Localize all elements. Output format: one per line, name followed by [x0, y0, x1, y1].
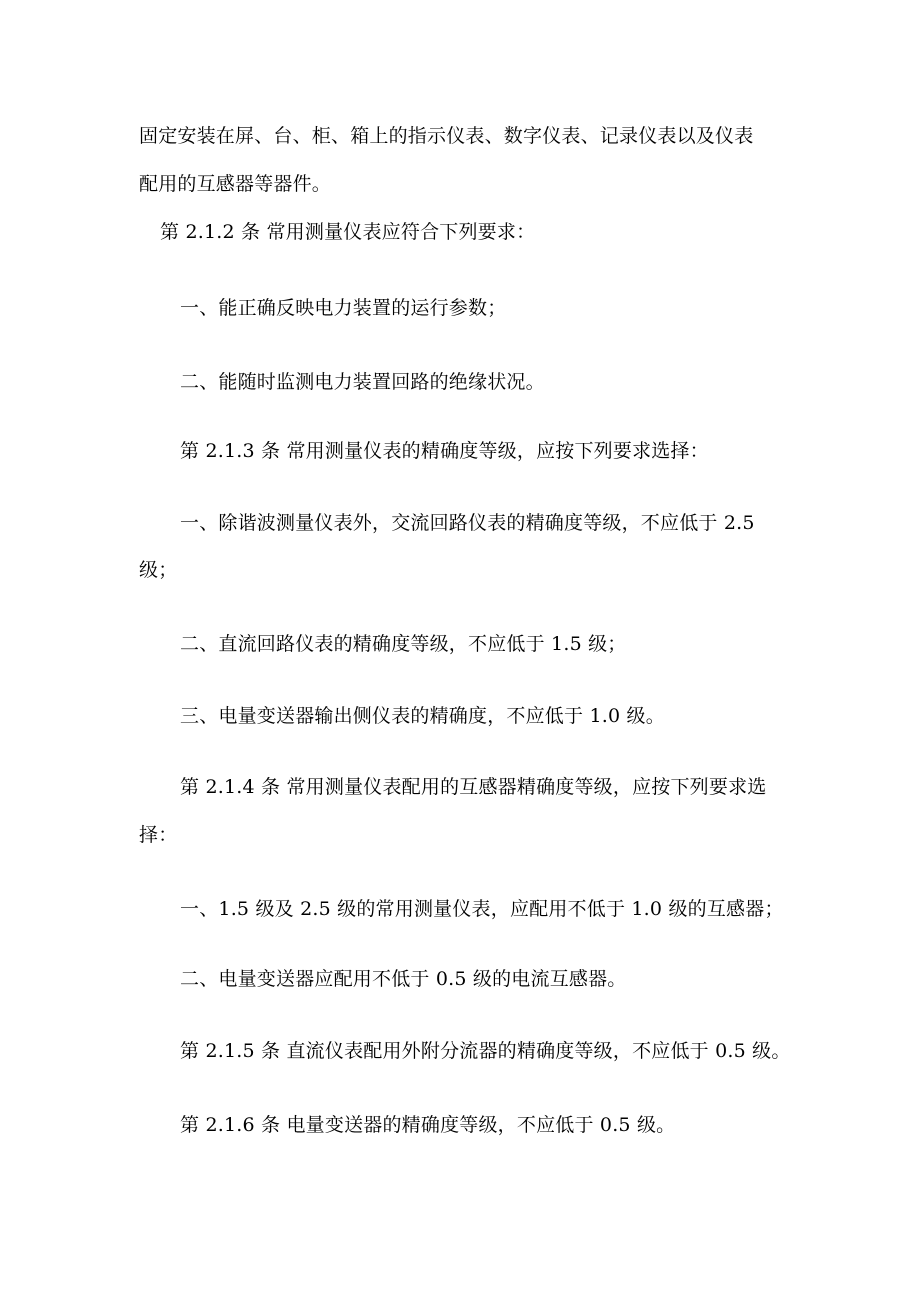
list-item: 二、电量变送器应配用不低于 0.5 级的电流互感器。 [180, 968, 627, 990]
paragraph-line: 固定安装在屏、台、柜、箱上的指示仪表、数字仪表、记录仪表以及仪表 [139, 125, 754, 147]
clause-heading-2-1-6: 第 2.1.6 条 电量变送器的精确度等级，不应低于 0.5 级。 [180, 1114, 676, 1136]
list-item: 一、能正确反映电力装置的运行参数； [180, 297, 507, 319]
list-item: 二、直流回路仪表的精确度等级，不应低于 1.5 级； [180, 633, 627, 655]
list-item: 一、除谐波测量仪表外，交流回路仪表的精确度等级，不应低于 2.5 [180, 512, 755, 534]
clause-heading-2-1-5: 第 2.1.5 条 直流仪表配用外附分流器的精确度等级，不应低于 0.5 级。 [180, 1040, 791, 1062]
clause-continuation: 择： [139, 824, 178, 846]
list-item-continuation: 级； [139, 559, 178, 581]
clause-heading-2-1-2: 第 2.1.2 条 常用测量仪表应符合下列要求： [160, 221, 536, 243]
paragraph-line: 配用的互感器等器件。 [139, 173, 332, 195]
clause-heading-2-1-4: 第 2.1.4 条 常用测量仪表配用的互感器精确度等级，应按下列要求选 [180, 776, 767, 798]
list-item: 三、电量变送器输出侧仪表的精确度，不应低于 1.0 级。 [180, 705, 665, 727]
list-item: 二、能随时监测电力装置回路的绝缘状况。 [180, 371, 545, 393]
list-item: 一、1.5 级及 2.5 级的常用测量仪表，应配用不低于 1.0 级的互感器； [180, 898, 784, 920]
clause-heading-2-1-3: 第 2.1.3 条 常用测量仪表的精确度等级，应按下列要求选择： [180, 440, 709, 462]
